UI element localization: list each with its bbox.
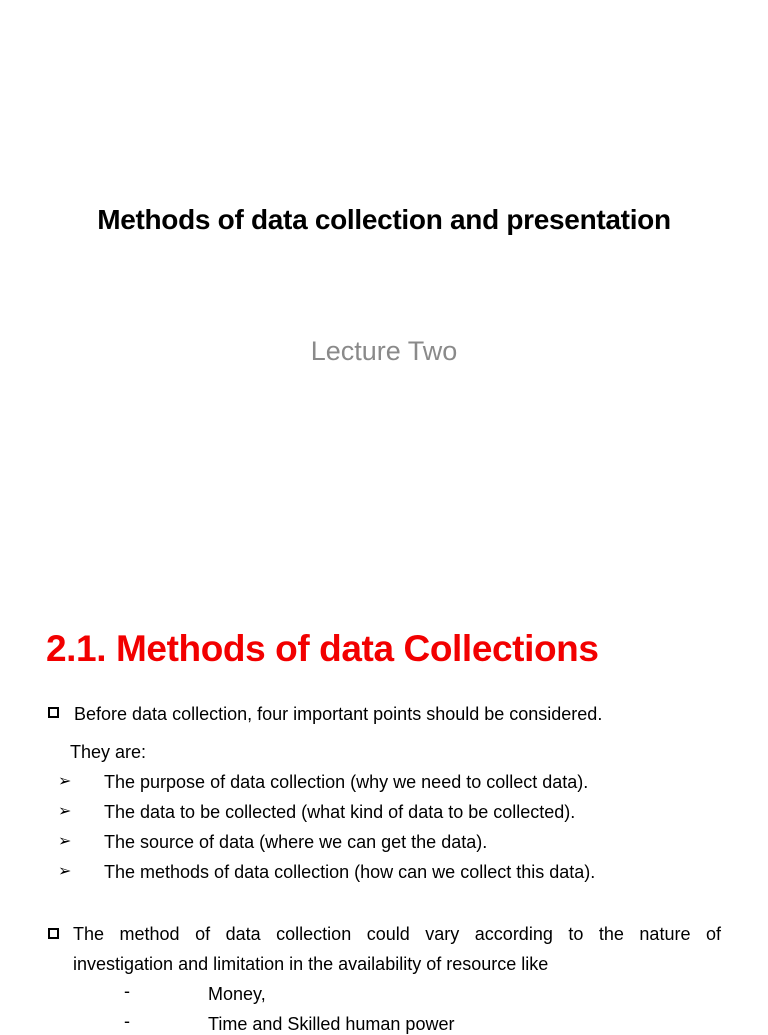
arrow-bullet-icon: ➢ xyxy=(58,833,72,850)
square-bullet-icon xyxy=(48,707,59,718)
slide-title: Methods of data collection and presentation xyxy=(97,204,671,235)
list-item: The purpose of data collection (why we need to collect data). xyxy=(104,772,589,792)
bullet-text: Before data collection, four important points should be considered. xyxy=(74,704,603,724)
arrow-bullet-icon: ➢ xyxy=(58,803,72,820)
list-item: Time and Skilled human power xyxy=(208,1014,455,1034)
slide-subtitle: Lecture Two xyxy=(310,336,458,366)
slide-2 xyxy=(0,576,768,1034)
bullet-text: The method of data collection could vary according to the nature of xyxy=(73,924,721,944)
dash-bullet-icon: - xyxy=(124,1011,130,1031)
arrow-bullet-icon: ➢ xyxy=(58,863,72,880)
list-item: The source of data (where we can get the data). xyxy=(104,832,488,852)
dash-bullet-icon: - xyxy=(124,981,130,1001)
they-are-text: They are: xyxy=(70,742,147,762)
section-title: 2.1. Methods of data Collections xyxy=(46,628,599,669)
list-item: The methods of data collection (how can we collect this data). xyxy=(104,862,596,882)
list-item: The data to be collected (what kind of data to be collected). xyxy=(104,802,576,822)
bullet-text: investigation and limitation in the availability of resource like xyxy=(73,954,549,974)
square-bullet-icon xyxy=(48,928,59,939)
list-item: Money, xyxy=(208,984,266,1004)
arrow-bullet-icon: ➢ xyxy=(58,773,72,790)
